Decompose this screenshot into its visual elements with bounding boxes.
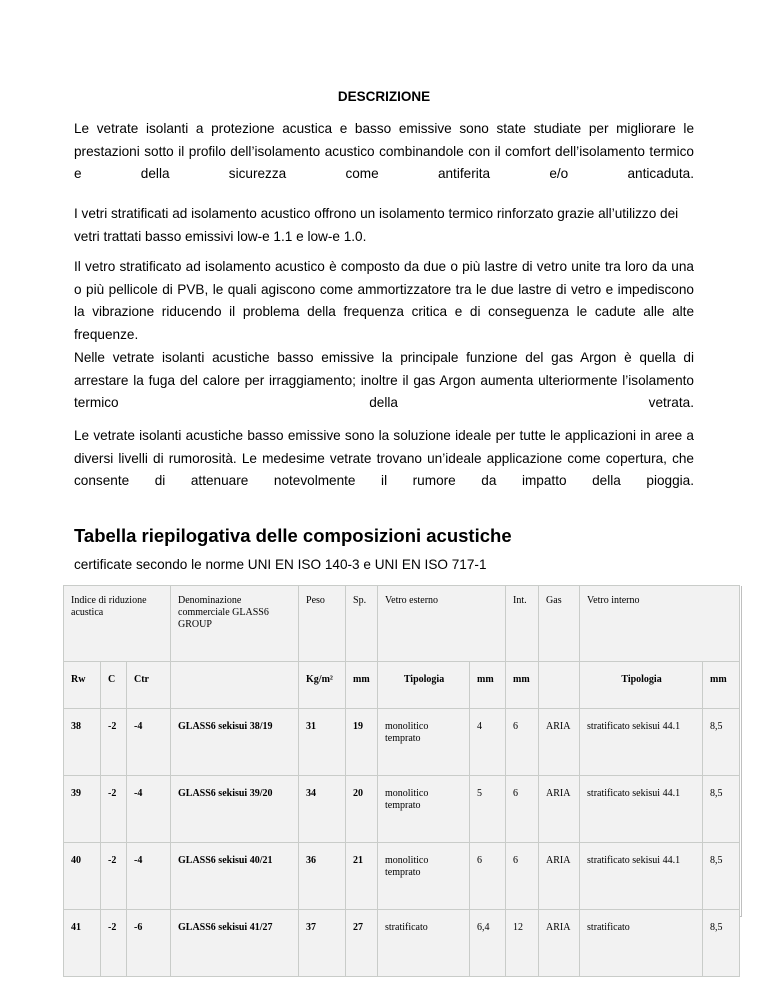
cell-int-tipologia: stratificato sekisui 44.1: [580, 709, 703, 776]
header-gas: Gas: [539, 586, 580, 662]
cell-name: GLASS6 sekisui 41/27: [171, 910, 299, 977]
cell-sp: 27: [346, 910, 378, 977]
cell-int-mm: 6: [506, 843, 539, 910]
cell-rw: 41: [64, 910, 101, 977]
cell-ctr: -4: [127, 843, 171, 910]
cell-gas: ARIA: [539, 910, 580, 977]
cell-int-vetro-mm: 8,5: [703, 843, 740, 910]
cell-sp: 20: [346, 776, 378, 843]
cell-name: GLASS6 sekisui 40/21: [171, 843, 299, 910]
cell-est-mm: 6: [470, 843, 506, 910]
unit-est-mm: mm: [470, 662, 506, 709]
table-row: [64, 843, 740, 910]
paragraph-pvb: Il vetro stratificato ad isolamento acustico è composto da due o più lastre di vetro unite tra loro da una o più pellicole di PVB, le quali agiscono come ammortizzatore tra le due lastre di vetro e impediscono la vibrazione riducendo il problema della frequenza critica e di conseguenza le cadute alle alte frequenze.: [74, 259, 694, 342]
cell-c: -2: [101, 843, 127, 910]
paragraph-intro: Le vetrate isolanti a protezione acustica e basso emissive sono state studiate per migliorare le prestazioni sotto il profilo dell’isolamento acustico combinandole con il comfort dell’isolamento termico e della sicurezza come antiferita e/o anticaduta.: [74, 121, 694, 181]
table-row: [64, 776, 740, 843]
table-row: [64, 709, 740, 776]
cell-sp: 19: [346, 709, 378, 776]
document-heading: DESCRIZIONE: [337, 89, 431, 104]
cell-gas: ARIA: [539, 776, 580, 843]
cell-est-mm: 6,4: [470, 910, 506, 977]
cell-rw: 40: [64, 843, 101, 910]
unit-ctr: Ctr: [127, 662, 171, 709]
cell-int-mm: 6: [506, 776, 539, 843]
cell-sp: 21: [346, 843, 378, 910]
cell-int-mm: 6: [506, 709, 539, 776]
cell-peso: 34: [299, 776, 346, 843]
header-int: Int.: [506, 586, 539, 662]
unit-int-tipologia: Tipologia: [580, 662, 703, 709]
cell-c: -2: [101, 709, 127, 776]
cell-int-tipologia: stratificato sekisui 44.1: [580, 843, 703, 910]
cell-ctr: -4: [127, 709, 171, 776]
unit-int-vetro-mm: mm: [703, 662, 740, 709]
unit-sp: mm: [346, 662, 378, 709]
cell-est-tipologia: monolitico temprato: [378, 776, 470, 843]
cell-name: GLASS6 sekisui 39/20: [171, 776, 299, 843]
table-unit-row: [64, 662, 740, 709]
cell-est-tipologia: monolitico temprato: [378, 843, 470, 910]
unit-gas: [539, 662, 580, 709]
cell-est-mm: 5: [470, 776, 506, 843]
cell-gas: ARIA: [539, 709, 580, 776]
cell-gas: ARIA: [539, 843, 580, 910]
cell-ctr: -6: [127, 910, 171, 977]
cell-rw: 39: [64, 776, 101, 843]
cell-est-tipologia: stratificato: [378, 910, 470, 977]
cell-int-tipologia: stratificato: [580, 910, 703, 977]
unit-int-mm: mm: [506, 662, 539, 709]
header-peso: Peso: [299, 586, 346, 662]
cell-int-vetro-mm: 8,5: [703, 709, 740, 776]
header-vetro-interno: Vetro interno: [580, 586, 740, 662]
cell-peso: 31: [299, 709, 346, 776]
cell-int-vetro-mm: 8,5: [703, 776, 740, 843]
composition-table: [63, 585, 740, 977]
header-vetro-esterno: Vetro esterno: [378, 586, 506, 662]
table-header-row: [64, 586, 740, 662]
cell-int-tipologia: stratificato sekisui 44.1: [580, 776, 703, 843]
cell-c: -2: [101, 910, 127, 977]
cell-est-mm: 4: [470, 709, 506, 776]
cell-name: GLASS6 sekisui 38/19: [171, 709, 299, 776]
section-title: Tabella riepilogativa delle composizioni acustiche: [74, 525, 512, 546]
unit-name: [171, 662, 299, 709]
cell-peso: 36: [299, 843, 346, 910]
table-row: [64, 910, 740, 977]
unit-c: C: [101, 662, 127, 709]
cell-int-mm: 12: [506, 910, 539, 977]
unit-est-tipologia: Tipologia: [378, 662, 470, 709]
unit-peso: Kg/m²: [299, 662, 346, 709]
header-denominazione: Denominazione commerciale GLASS6 GROUP: [171, 586, 299, 662]
table-subtitle: certificate secondo le norme UNI EN ISO 140-3 e UNI EN ISO 717-1: [74, 557, 487, 572]
paragraph-low-e: I vetri stratificati ad isolamento acustico offrono un isolamento termico rinforzato grazie all’utilizzo dei vetri trattati basso emissivi low-e 1.1 e low-e 1.0.: [74, 206, 679, 244]
paragraph-applications: Le vetrate isolanti acustiche basso emissive sono la soluzione ideale per tutte le applicazioni in aree a diversi livelli di rumorosità. Le medesime vetrate trovano un’ideale applicazione come copertura, che consente di attenuare notevolmente il rumore da impatto della pioggia.: [74, 428, 694, 488]
cell-c: -2: [101, 776, 127, 843]
cell-int-vetro-mm: 8,5: [703, 910, 740, 977]
paragraph-argon: Nelle vetrate isolanti acustiche basso emissive la principale funzione del gas Argon è quella di arrestare la fuga del calore per irraggiamento; inoltre il gas Argon aumenta ulteriormente l’isolamento termico della vetrata.: [74, 350, 694, 410]
unit-rw: Rw: [64, 662, 101, 709]
header-indice: Indice di riduzione acustica: [64, 586, 171, 662]
cell-est-tipologia: monolitico temprato: [378, 709, 470, 776]
cell-ctr: -4: [127, 776, 171, 843]
cell-rw: 38: [64, 709, 101, 776]
header-sp: Sp.: [346, 586, 378, 662]
cell-peso: 37: [299, 910, 346, 977]
